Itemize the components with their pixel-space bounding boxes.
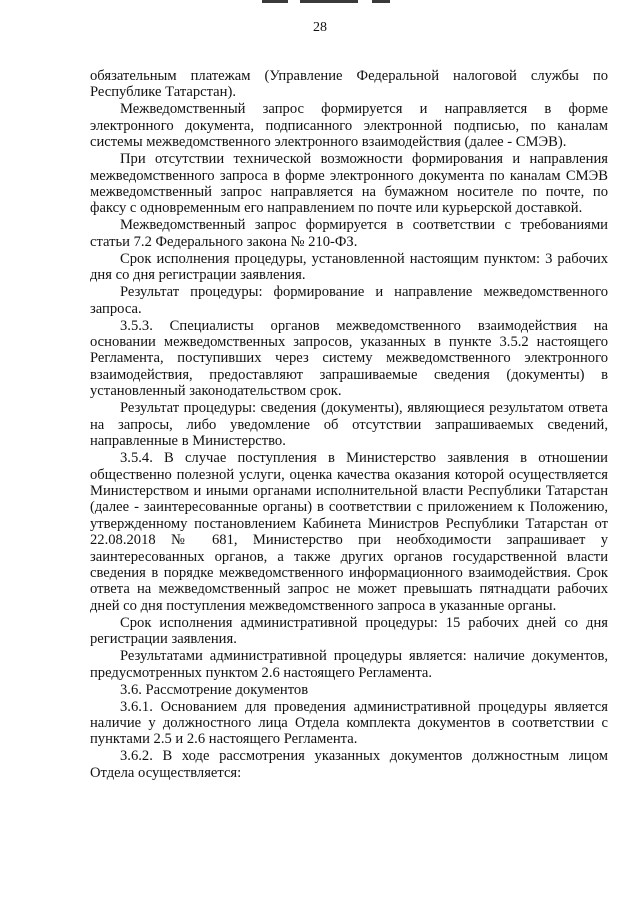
scan-artifact <box>372 0 390 3</box>
paragraph: Межведомственный запрос формируется и направляется в форме электронного документа, подписанного электронной подписью, по каналам системы межведомственного электронного взаимодействия (далее - СМЭВ). <box>90 101 608 151</box>
paragraph: 3.6.2. В ходе рассмотрения указанных документов должностным лицом Отдела осуществляется: <box>90 748 608 781</box>
paragraph: Срок исполнения административной процедуры: 15 рабочих дней со дня регистрации заявления. <box>90 614 608 648</box>
paragraph: При отсутствии технической возможности формирования и направления межведомственного запроса в форме электронного документа по каналам СМЭВ межведомственный запрос направляется на бумажном носителе по почте, по факсу с одновременным его направлением по почте или курьерской доставкой. <box>90 151 608 217</box>
scan-top-edge <box>0 0 640 4</box>
paragraph: Результат процедуры: формирование и направление межведомственного запроса. <box>90 284 608 317</box>
paragraph: 3.5.4. В случае поступления в Министерство заявления в отношении общественно полезной услуги, оценка качества оказания которой осуществляется Министерством и иными органами исполнительной власти Республики Татарстан (далее - заинтересованные органы) в соответствии с приложением к Положению, утвержденному постановлением Кабинета Министров Республики Татарстан от 22.08.2018 № 681, Министерство при необходимости запрашивает у заинтересованных органов, а также других органов государственной власти сведения в порядке межведомственного информационного взаимодействия. Срок ответа на межведомственный запрос не может превышать пятнадцати рабочих дней со дня поступления межведомственного запроса в указанные органы. <box>90 450 608 614</box>
paragraph: 3.6.1. Основанием для проведения административной процедуры является наличие у должностного лица Отдела комплекта документов в соответствии с пунктами 2.5 и 2.6 настоящего Регламента. <box>90 698 608 748</box>
scan-artifact <box>262 0 288 3</box>
section-heading: 3.6. Рассмотрение документов <box>120 681 309 698</box>
scan-artifact <box>300 0 358 3</box>
document-body <box>90 68 608 782</box>
page-number: 28 <box>313 20 327 35</box>
paragraph: 3.5.3. Специалисты органов межведомственного взаимодействия на основании межведомственных запросов, указанных в пункте 3.5.2 настоящего Регламента, поступивших через систему межведомственного электронного взаимодействия, предоставляют запрашиваемые сведения (документы) в установленный законодательством срок. <box>90 317 608 400</box>
paragraph: Межведомственный запрос формируется в соответствии с требованиями статьи 7.2 Федерального закона № 210-ФЗ. <box>90 217 608 250</box>
paragraph: Результат процедуры: сведения (документы), являющиеся результатом ответа на запросы, либо уведомление об отсутствии запрашиваемых сведений, направленные в Министерство. <box>90 400 608 450</box>
paragraph: обязательным платежам (Управление Федеральной налоговой службы по Республике Татарстан). <box>90 68 608 101</box>
paragraph: Результатами административной процедуры является: наличие документов, предусмотренных пунктом 2.6 настоящего Регламента. <box>90 648 608 681</box>
paragraph: Срок исполнения процедуры, установленной настоящим пунктом: 3 рабочих дня со дня регистрации заявления. <box>90 250 608 284</box>
